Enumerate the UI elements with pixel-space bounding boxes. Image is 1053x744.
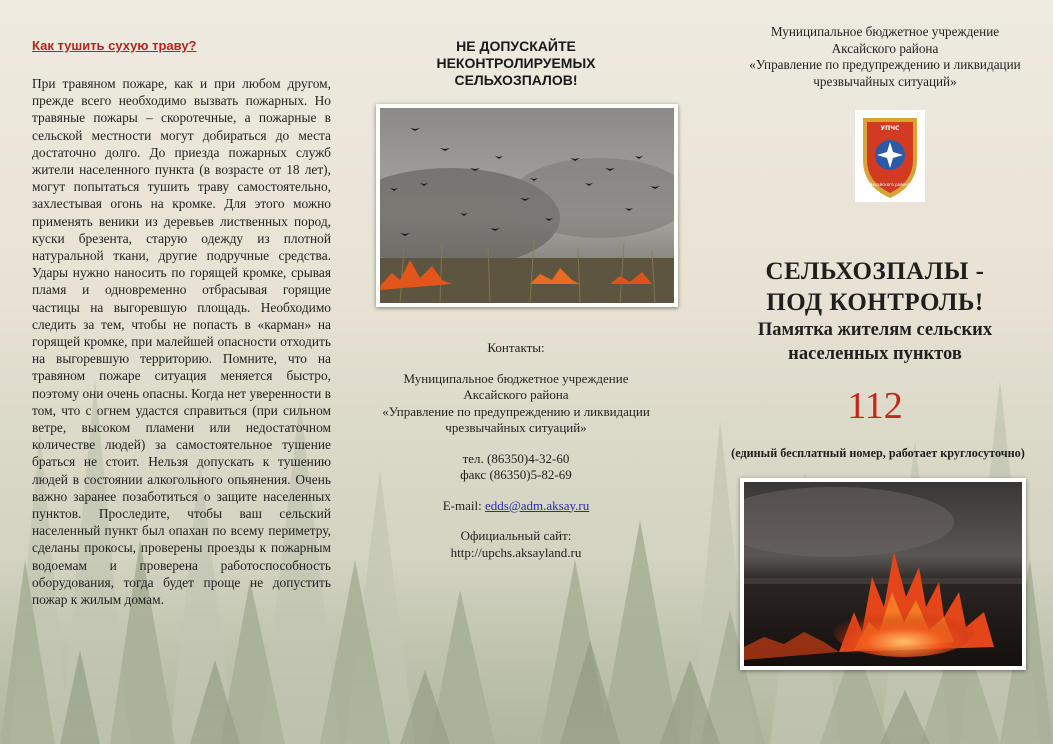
- emergency-number-note: (единый бесплатный номер, работает круглосуточно): [731, 446, 1025, 460]
- email-link[interactable]: edds@adm.aksay.ru: [484, 497, 590, 513]
- burning-field-with-birds-photo: [376, 104, 678, 307]
- middle-panel: [356, 38, 676, 89]
- contacts-org-line-1: Муниципальное бюджетное учреждение: [403, 370, 629, 386]
- org-line-1: Муниципальное бюджетное учреждение: [770, 24, 1000, 39]
- org-line-3: «Управление по предупреждению и ликвидации: [749, 57, 1021, 72]
- contacts-label: Контакты:: [487, 340, 545, 355]
- emblem-top-text: УПЧС: [880, 125, 900, 132]
- subtitle-line-1: Памятка жителям сельских: [757, 320, 993, 340]
- emergency-number: 112: [847, 385, 903, 427]
- emblem-sub-text: Аксайского района: [869, 182, 911, 187]
- contacts-block: [356, 340, 676, 561]
- org-line-4: чрезвычайных ситуаций»: [813, 73, 957, 89]
- emergency-service-emblem-icon: [855, 110, 925, 202]
- site-url[interactable]: http://upchs.aksayland.ru: [450, 544, 582, 560]
- site-label: Официальный сайт:: [460, 528, 572, 543]
- contacts-org-line-2: Аксайского района: [463, 387, 569, 402]
- field-fire-photo: [740, 478, 1026, 670]
- right-org-header: [725, 24, 1045, 90]
- org-line-2: Аксайского района: [831, 40, 939, 56]
- phone-number: тел. (86350)4-32-60: [462, 450, 570, 466]
- subtitle-line-2: населенных пунктов: [788, 344, 962, 364]
- title-line-1: СЕЛЬХОЗПАЛЫ -: [765, 258, 985, 285]
- warning-line-1: НЕ ДОПУСКАЙТЕ: [456, 38, 576, 54]
- warning-line-3: СЕЛЬХОЗПАЛОВ!: [454, 72, 578, 88]
- left-heading: Как тушить сухую траву?: [32, 38, 197, 53]
- contacts-org-line-3: «Управление по предупреждению и ликвидации: [382, 403, 650, 419]
- title-line-2: ПОД КОНТРОЛЬ!: [766, 289, 984, 316]
- contacts-org-line-4: чрезвычайных ситуаций»: [445, 420, 587, 435]
- left-panel: [32, 38, 331, 608]
- email-line: [356, 498, 676, 515]
- brochure-title-block: [700, 256, 1050, 366]
- email-label: E-mail:: [442, 497, 485, 513]
- fax-number: факс (86350)5-82-69: [460, 467, 572, 482]
- warning-line-2: НЕКОНТРОЛИРУЕМЫХ: [436, 55, 596, 71]
- left-body-text: При травяном пожаре, как и при любом другом, прежде всего необходимо вызвать пожарных. Но травяные пожары – скоротечные, а пожарные в сельской местности могут добираться до места достаточно долго. До приезда пожарных служб жители населенного пункта (в возрасте от 18 лет), могут попытаться тушить траву самостоятельно, захлестывая огонь на кромке. Для этого можно применять веники из деревьев лиственных пород, куски брезента, старую одежду из плотной натуральной ткани, другие подручные средства. Удары нужно наносить по горящей кромке, срывая пламя и одновременно отбрасывая горящие частицы на выгоревшую площадь. Необходимо следить за тем, чтобы не попасть в «карман» на горящей кромке, при малейшей опасности отходить на выгоревшую территорию. Помните, что на травяном пожаре ситуация меняется быстро, поэтому они очень опасны. Когда нет уверенности в том, что с огнем удастся справиться (при сильном ветре, высоком пламени или недостаточном количестве людей) за самостоятельное тушение браться не стоит. Нельзя допускать к тушению людей в состоянии алкогольного опьянения. Очень важно заранее позаботиться о защите населенных пунктов. Проследите, чтобы ваш сельский населенный пункт был опахан по всему периметру, сделаны прокосы, проверены проезды к пожарным водоемам и проверена работоспособность оборудования, тогда будет проще не допустить пожар к жилым домам.: [32, 76, 331, 608]
